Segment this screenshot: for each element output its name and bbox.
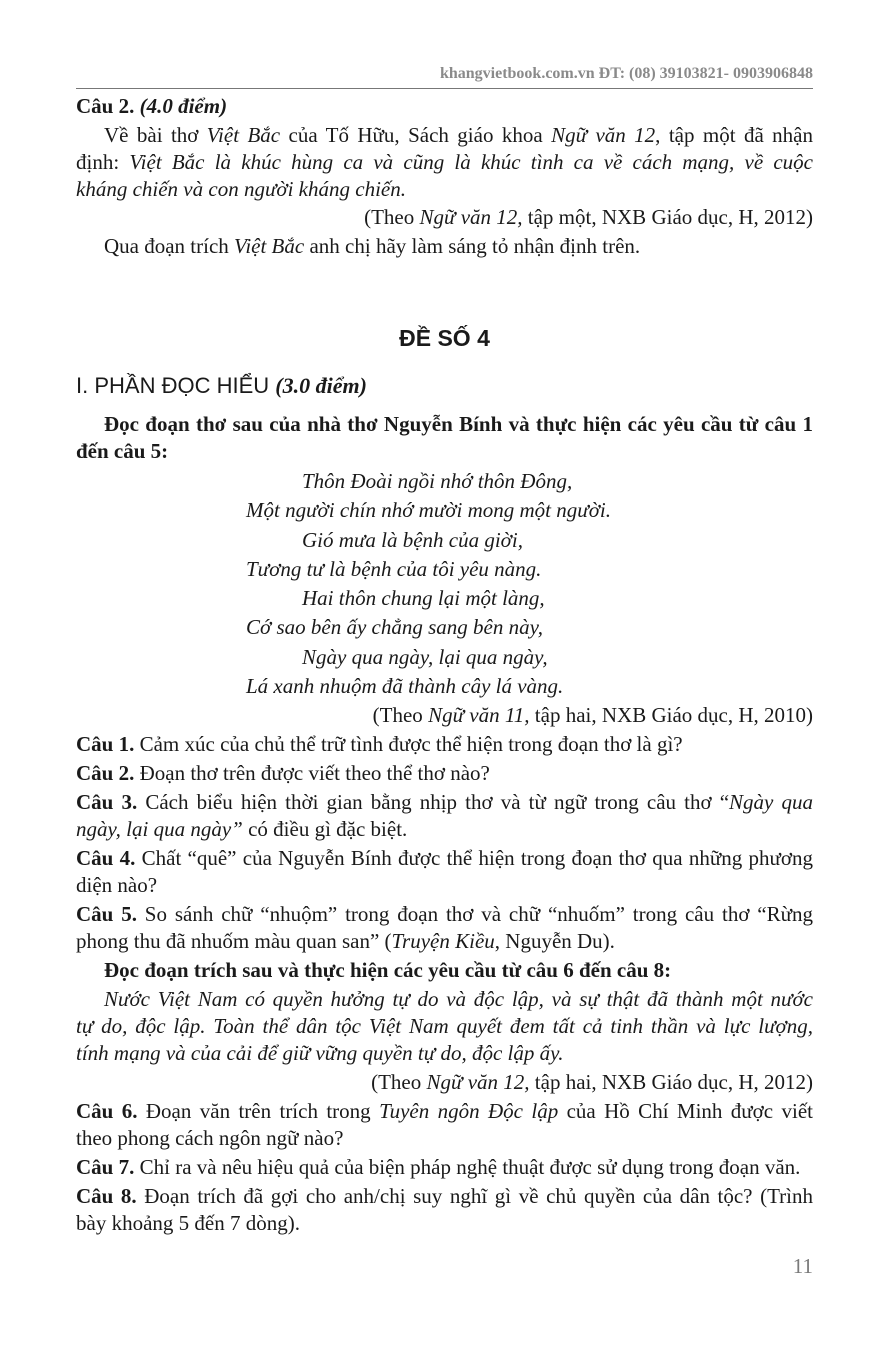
excerpt-line-3: tính mạng và của cải để giữ vững quyền tự do, độc lập ấy.: [76, 1041, 564, 1065]
prev-question-line-2: định: Việt Bắc là khúc hùng ca và cũng là khúc tình ca về cách mạng, về cuộc: [76, 150, 814, 174]
poem-line: Thôn Đoài ngồi nhớ thôn Đông,: [302, 469, 573, 493]
poem-line: Tương tư là bệnh của tôi yêu nàng.: [246, 557, 542, 581]
question-4-line-2: diện nào?: [76, 873, 158, 897]
question-3-line-2: ngày, lại qua ngày” có điều gì đặc biệt.: [76, 817, 408, 841]
question-6-line-1: Câu 6. Đoạn văn trên trích trong Tuyên ngôn Độc lập của Hồ Chí Minh được viết: [76, 1099, 813, 1123]
poem-line: Hai thôn chung lại một làng,: [302, 586, 545, 610]
poem-line: Gió mưa là bệnh của giời,: [302, 528, 523, 552]
question-5-line-1: Câu 5. So sánh chữ “nhuộm” trong đoạn thơ và chữ “nhuốm” trong câu thơ “Rừng: [76, 902, 813, 926]
question-8-line-2: bày khoảng 5 đến 7 dòng).: [76, 1211, 300, 1235]
question-3-line-1: Câu 3. Cách biểu hiện thời gian bằng nhịp thơ và từ ngữ trong câu thơ “Ngày qua: [76, 790, 813, 814]
excerpt-source: (Theo Ngữ văn 12, tập hai, NXB Giáo dục, H, 2012): [371, 1070, 813, 1094]
poem-line: Cớ sao bên ấy chẳng sang bên này,: [246, 615, 544, 639]
excerpt-line-2: tự do, độc lập. Toàn thể dân tộc Việt Nam quyết đem tất cả tinh thần và lực lượng,: [76, 1014, 813, 1038]
prev-question-heading: Câu 2. (4.0 điểm): [76, 94, 228, 118]
excerpt-line-1: Nước Việt Nam có quyền hưởng tự do và độc lập, và sự thật đã thành một nước: [104, 987, 813, 1011]
question-8-line-1: Câu 8. Đoạn trích đã gợi cho anh/chị suy nghĩ gì về chủ quyền của dân tộc? (Trình: [76, 1184, 813, 1208]
reading-intro-line-2: đến câu 5:: [76, 439, 169, 463]
prev-question-task: Qua đoạn trích Việt Bắc anh chị hãy làm sáng tỏ nhận định trên.: [104, 234, 641, 258]
prev-question-line-1: Về bài thơ Việt Bắc của Tố Hữu, Sách giáo khoa Ngữ văn 12, tập một đã nhận: [104, 123, 813, 147]
poem-line: Một người chín nhớ mười mong một người.: [246, 498, 612, 522]
page-header: [76, 64, 813, 89]
question-5-line-2: phong thu đã nhuốm màu quan san” (Truyện Kiều, Nguyễn Du).: [76, 929, 615, 953]
reading-intro-2: Đọc đoạn trích sau và thực hiện các yêu cầu từ câu 6 đến câu 8:: [104, 958, 672, 982]
poem-source: (Theo Ngữ văn 11, tập hai, NXB Giáo dục, H, 2010): [372, 703, 813, 727]
prev-question-line-3: kháng chiến và con người kháng chiến.: [76, 177, 406, 201]
question-6-line-2: theo phong cách ngôn ngữ nào?: [76, 1126, 344, 1150]
page-number: 11: [792, 1254, 813, 1278]
poem-line: Ngày qua ngày, lại qua ngày,: [302, 645, 548, 669]
question-7: Câu 7. Chỉ ra và nêu hiệu quả của biện pháp nghệ thuật được sử dụng trong đoạn văn.: [76, 1155, 801, 1179]
prev-question-source: (Theo Ngữ văn 12, tập một, NXB Giáo dục, H, 2012): [364, 205, 813, 229]
question-2: Câu 2. Đoạn thơ trên được viết theo thể thơ nào?: [76, 761, 490, 785]
section-heading: I. PHẦN ĐỌC HIỂU (3.0 điểm): [76, 373, 367, 398]
question-4-line-1: Câu 4. Chất “quê” của Nguyễn Bính được thể hiện trong đoạn thơ qua những phương: [76, 846, 813, 870]
poem-line: Lá xanh nhuộm đã thành cây lá vàng.: [246, 674, 564, 698]
reading-intro-line-1: Đọc đoạn thơ sau của nhà thơ Nguyễn Bính và thực hiện các yêu cầu từ câu 1: [104, 412, 813, 436]
exam-title: ĐỀ SỐ 4: [399, 325, 490, 351]
question-1: Câu 1. Cảm xúc của chủ thể trữ tình được thể hiện trong đoạn thơ là gì?: [76, 732, 683, 756]
header-contact-text: khangvietbook.com.vn ĐT: (08) 39103821- 0903906848: [439, 65, 813, 82]
